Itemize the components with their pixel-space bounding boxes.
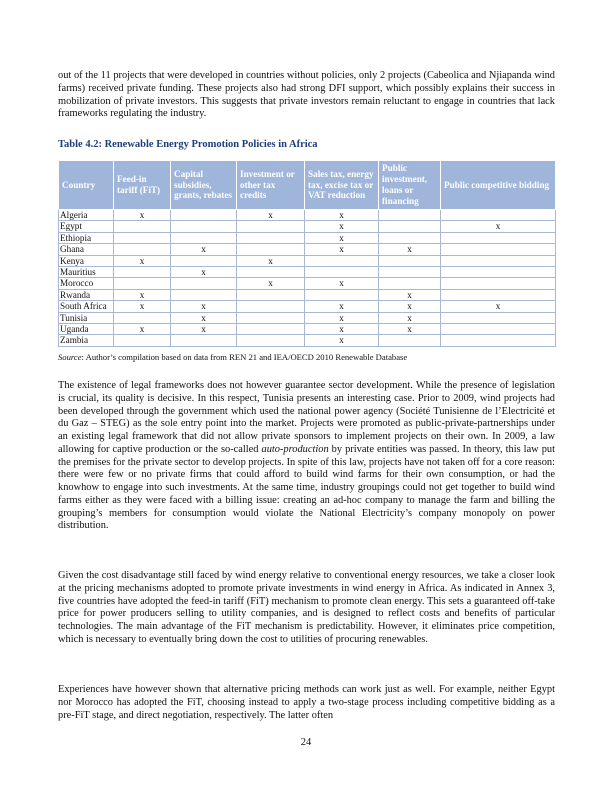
policy-cell: x <box>305 221 379 232</box>
policy-cell <box>237 335 305 346</box>
policy-cell: x <box>441 301 556 312</box>
country-cell: Mauritius <box>59 267 114 278</box>
policy-cell <box>237 232 305 243</box>
table-row <box>59 289 556 300</box>
table-row <box>59 278 556 289</box>
policy-table <box>58 160 556 347</box>
source-label: Source <box>58 352 82 362</box>
col-header-public-investment: Public investment, loans or financing <box>379 161 441 210</box>
table-row <box>59 324 556 335</box>
table-row <box>59 210 556 221</box>
policy-cell <box>237 244 305 255</box>
table-header-row <box>59 161 556 210</box>
frameworks-text-after: by private entities was passed. In theory, this law put the premises for the private sector to develop projects. In spite of this law, projects have not taken off for a core reason: there were few or no private firms that could afford to build wind farms for their own consumption, or had the knowhow to engage into such investments. At the same time, industry groupings could not get together to build wind farms either as they were faced with a billing issue: creating an ad-hoc company to manage the farm and billing the grouping’s members for consumption would violate the National Electricity’s company monopoly on power distribution. <box>58 443 555 532</box>
paragraph-frameworks <box>58 380 555 533</box>
country-cell: South Africa <box>59 301 114 312</box>
policy-cell: x <box>305 312 379 323</box>
policy-cell: x <box>114 324 171 335</box>
policy-cell: x <box>114 301 171 312</box>
country-cell: Ethiopia <box>59 232 114 243</box>
policy-cell <box>379 232 441 243</box>
policy-cell <box>114 244 171 255</box>
policy-cell: x <box>305 324 379 335</box>
policy-cell <box>171 221 237 232</box>
col-header-country: Country <box>59 161 114 210</box>
country-cell: Zambia <box>59 335 114 346</box>
country-cell: Ghana <box>59 244 114 255</box>
policy-cell <box>379 267 441 278</box>
policy-cell <box>114 278 171 289</box>
paragraph-experiences: Experiences have however shown that alternative pricing methods can work just as well. For example, neither Egypt nor Morocco has adopted the FiT, choosing instead to apply a two-stage process including competitive bidding as a pre-FiT stage, and direct negotiation, respectively. The latter often <box>58 684 555 721</box>
policy-cell: x <box>379 301 441 312</box>
policy-cell <box>441 312 556 323</box>
policy-cell <box>441 267 556 278</box>
policy-cell <box>441 232 556 243</box>
policy-cell <box>114 335 171 346</box>
policy-cell <box>171 335 237 346</box>
policy-cell: x <box>171 312 237 323</box>
policy-cell <box>171 278 237 289</box>
frameworks-italic-term: auto-production <box>261 443 329 455</box>
policy-cell <box>171 255 237 266</box>
policy-cell: x <box>171 324 237 335</box>
policy-cell <box>441 324 556 335</box>
policy-cell: x <box>305 301 379 312</box>
policy-cell: x <box>171 267 237 278</box>
policy-cell <box>441 289 556 300</box>
policy-cell <box>237 312 305 323</box>
policy-cell <box>379 335 441 346</box>
policy-cell <box>379 278 441 289</box>
table-row <box>59 267 556 278</box>
table-row <box>59 301 556 312</box>
table-source <box>58 352 407 362</box>
country-cell: Rwanda <box>59 289 114 300</box>
col-header-competitive-bidding: Public competitive bidding <box>441 161 556 210</box>
policy-cell: x <box>305 210 379 221</box>
policy-cell: x <box>379 289 441 300</box>
page-number: 24 <box>300 737 312 748</box>
policy-cell: x <box>114 210 171 221</box>
table-row <box>59 335 556 346</box>
policy-cell <box>441 335 556 346</box>
policy-cell <box>114 221 171 232</box>
table-row <box>59 232 556 243</box>
policy-cell <box>305 267 379 278</box>
policy-cell: x <box>305 278 379 289</box>
policy-cell: x <box>379 312 441 323</box>
policy-cell <box>171 289 237 300</box>
policy-cell: x <box>305 244 379 255</box>
policy-cell <box>237 267 305 278</box>
policy-cell <box>305 289 379 300</box>
policy-cell: x <box>379 244 441 255</box>
frameworks-text-before: The existence of legal frameworks does not however guarantee sector development. While the presence of legislation is crucial, its quality is decisive. In this respect, Tunisia presents an interesting case. Prior to 2009, wind projects had been developed through the government which used the national power agency (Société Tunisienne de l’Electricité et du Gaz – STEG) as the sole entry point into the market. Projects were promoted as public-private-partnerships under an existing legal framework that did not allow private sponsors to implement projects on their own. In 2009, a law allowing for captive production or the so-called <box>58 380 555 455</box>
policy-cell <box>441 244 556 255</box>
country-cell: Algeria <box>59 210 114 221</box>
policy-cell <box>441 210 556 221</box>
policy-cell <box>305 255 379 266</box>
policy-cell <box>379 221 441 232</box>
country-cell: Kenya <box>59 255 114 266</box>
policy-cell: x <box>237 210 305 221</box>
policy-cell <box>114 267 171 278</box>
country-cell: Morocco <box>59 278 114 289</box>
policy-cell: x <box>114 289 171 300</box>
table-row <box>59 244 556 255</box>
policy-cell <box>114 232 171 243</box>
table-row <box>59 221 556 232</box>
policy-cell <box>379 255 441 266</box>
paragraph-intro: out of the 11 projects that were developed in countries without policies, only 2 projects (Cabeolica and Njiapanda wind farms) received private funding. These projects also had strong DFI support, which possibly explains their success in mobilization of private investors. This suggests that private investors remain reluctant to engage in countries that lack frameworks regulating the industry. <box>58 70 555 120</box>
table-row <box>59 255 556 266</box>
policy-cell <box>379 210 441 221</box>
country-cell: Egypt <box>59 221 114 232</box>
policy-cell: x <box>237 278 305 289</box>
col-header-tax-reduction: Sales tax, energy tax, excise tax or VAT reduction <box>305 161 379 210</box>
country-cell: Uganda <box>59 324 114 335</box>
col-header-capital-subsidies: Capital subsidies, grants, rebates <box>171 161 237 210</box>
policy-cell <box>237 301 305 312</box>
source-text: : Author’s compilation based on data from REN 21 and IEA/OECD 2010 Renewable Database <box>81 352 408 362</box>
policy-cell <box>171 210 237 221</box>
policy-cell: x <box>441 221 556 232</box>
country-cell: Tunisia <box>59 312 114 323</box>
policy-cell: x <box>114 255 171 266</box>
table-title: Table 4.2: Renewable Energy Promotion Policies in Africa <box>58 139 318 150</box>
policy-cell: x <box>379 324 441 335</box>
policy-cell <box>441 255 556 266</box>
table-body <box>59 210 556 347</box>
policy-cell <box>171 232 237 243</box>
policy-cell: x <box>305 335 379 346</box>
col-header-tax-credits: Investment or other tax credits <box>237 161 305 210</box>
policy-cell: x <box>305 232 379 243</box>
policy-cell <box>441 278 556 289</box>
policy-cell <box>237 221 305 232</box>
policy-cell: x <box>171 301 237 312</box>
table-row <box>59 312 556 323</box>
policy-cell <box>237 289 305 300</box>
policy-cell: x <box>171 244 237 255</box>
policy-cell <box>114 312 171 323</box>
policy-cell <box>237 324 305 335</box>
paragraph-cost: Given the cost disadvantage still faced by wind energy relative to conventional energy resources, we take a closer look at the pricing mechanisms adopted to promote private investments in wind energy in Africa. As indicated in Annex 3, five countries have adopted the feed-in tariff (FiT) mechanism to promote clean energy. This sets a guaranteed off-take price for power producers selling to utility companies, and is designed to reflect costs and benefits of particular technologies. The main advantage of the FiT mechanism is predictability. However, it eliminates price competition, which is necessary to eventually bring down the cost to utilities of procuring renewables. <box>58 570 555 645</box>
col-header-fit: Feed-in tariff (FiT) <box>114 161 171 210</box>
policy-cell: x <box>237 255 305 266</box>
